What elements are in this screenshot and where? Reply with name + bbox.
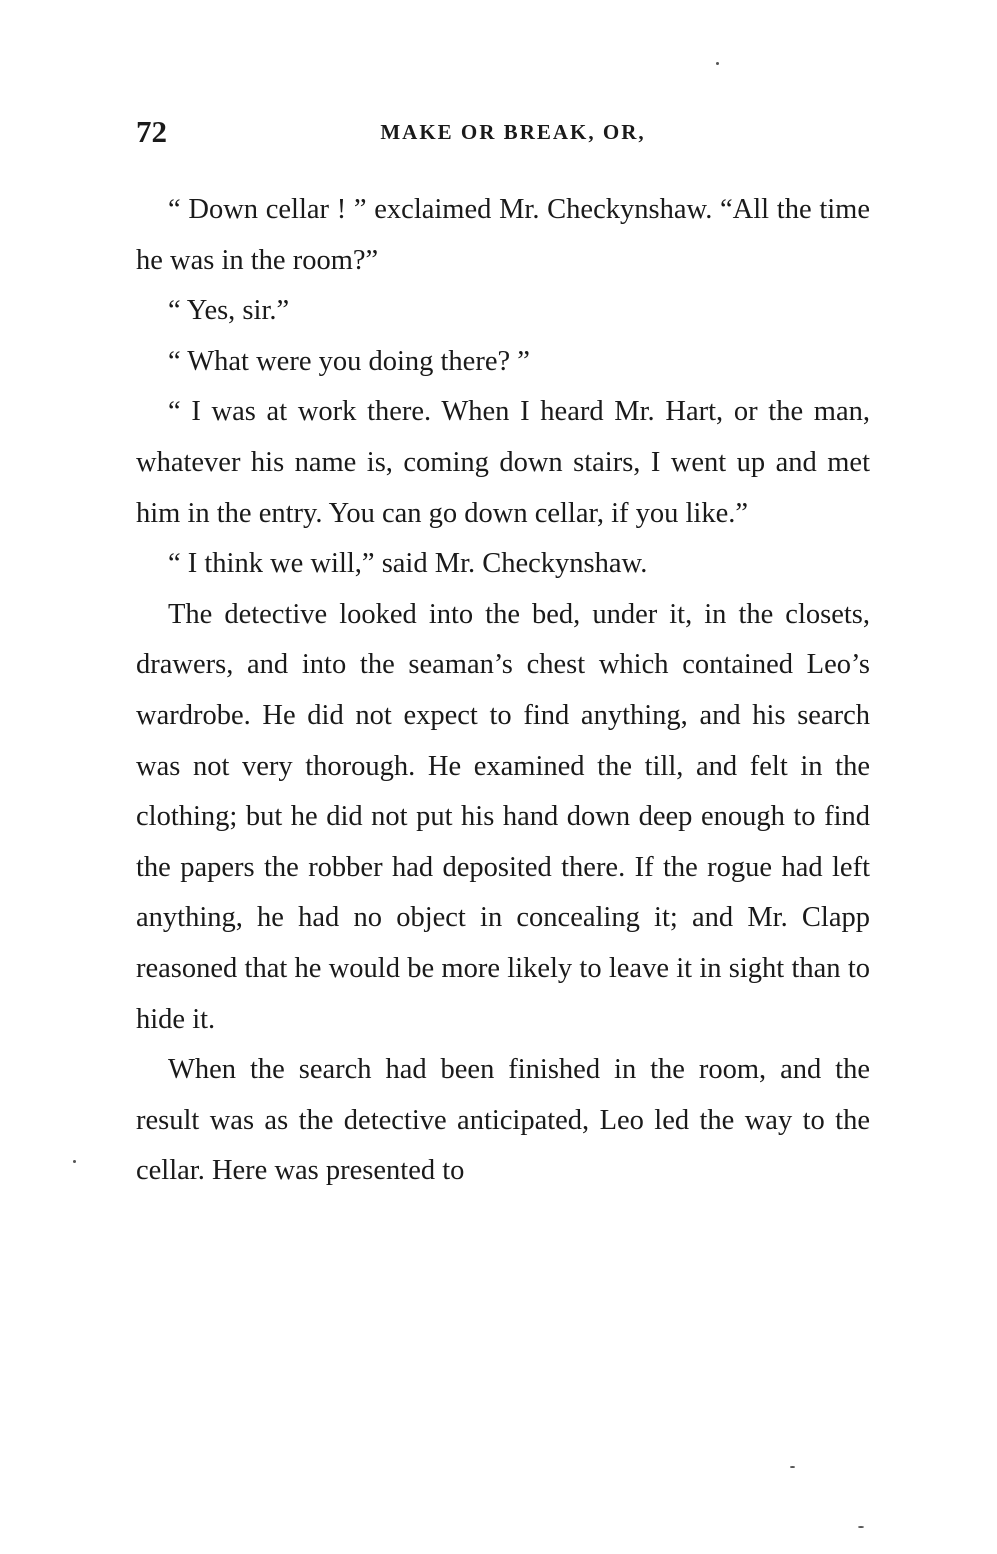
running-title: MAKE OR BREAK, OR,: [380, 120, 646, 144]
scan-speck: [790, 1466, 795, 1468]
paragraph-4: “ I was at work there. When I heard Mr. Hart, or the man, whatever his name is, coming down stairs, I went up and met him in the entry. You can go down cellar, if you like.”: [136, 396, 870, 529]
scan-speck: [858, 1526, 864, 1528]
scan-speck: [73, 1160, 76, 1163]
paragraph-7: When the search had been finished in the room, and the result was as the detective anticipated, Leo led the way to the cellar. Here was presented to: [136, 1054, 870, 1187]
running-head: [136, 112, 870, 152]
paragraph-2: “ Yes, sir.”: [168, 295, 290, 327]
scan-speck: [716, 62, 719, 65]
paragraph-6: The detective looked into the bed, under it, in the closets, drawers, and into the seaman’s chest which contained Leo’s wardrobe. He did not expect to find anything, and his search was not very thorough. He examined the till, and felt in the clothing; but he did not put his hand down deep enough to find the papers the robber had deposited there. If the rogue had left anything, he had no object in concealing it; and Mr. Clapp reasoned that he would be more likely to leave it in sight than to hide it.: [136, 598, 870, 1035]
paragraph-3: “ What were you doing there? ”: [168, 345, 530, 377]
paragraph-1: “ Down cellar ! ” exclaimed Mr. Checkynshaw. “All the time he was in the room?”: [136, 194, 870, 276]
body-text: [136, 185, 870, 1197]
paragraph-5: “ I think we will,” said Mr. Checkynshaw.: [168, 548, 648, 580]
page-number: 72: [136, 114, 167, 149]
